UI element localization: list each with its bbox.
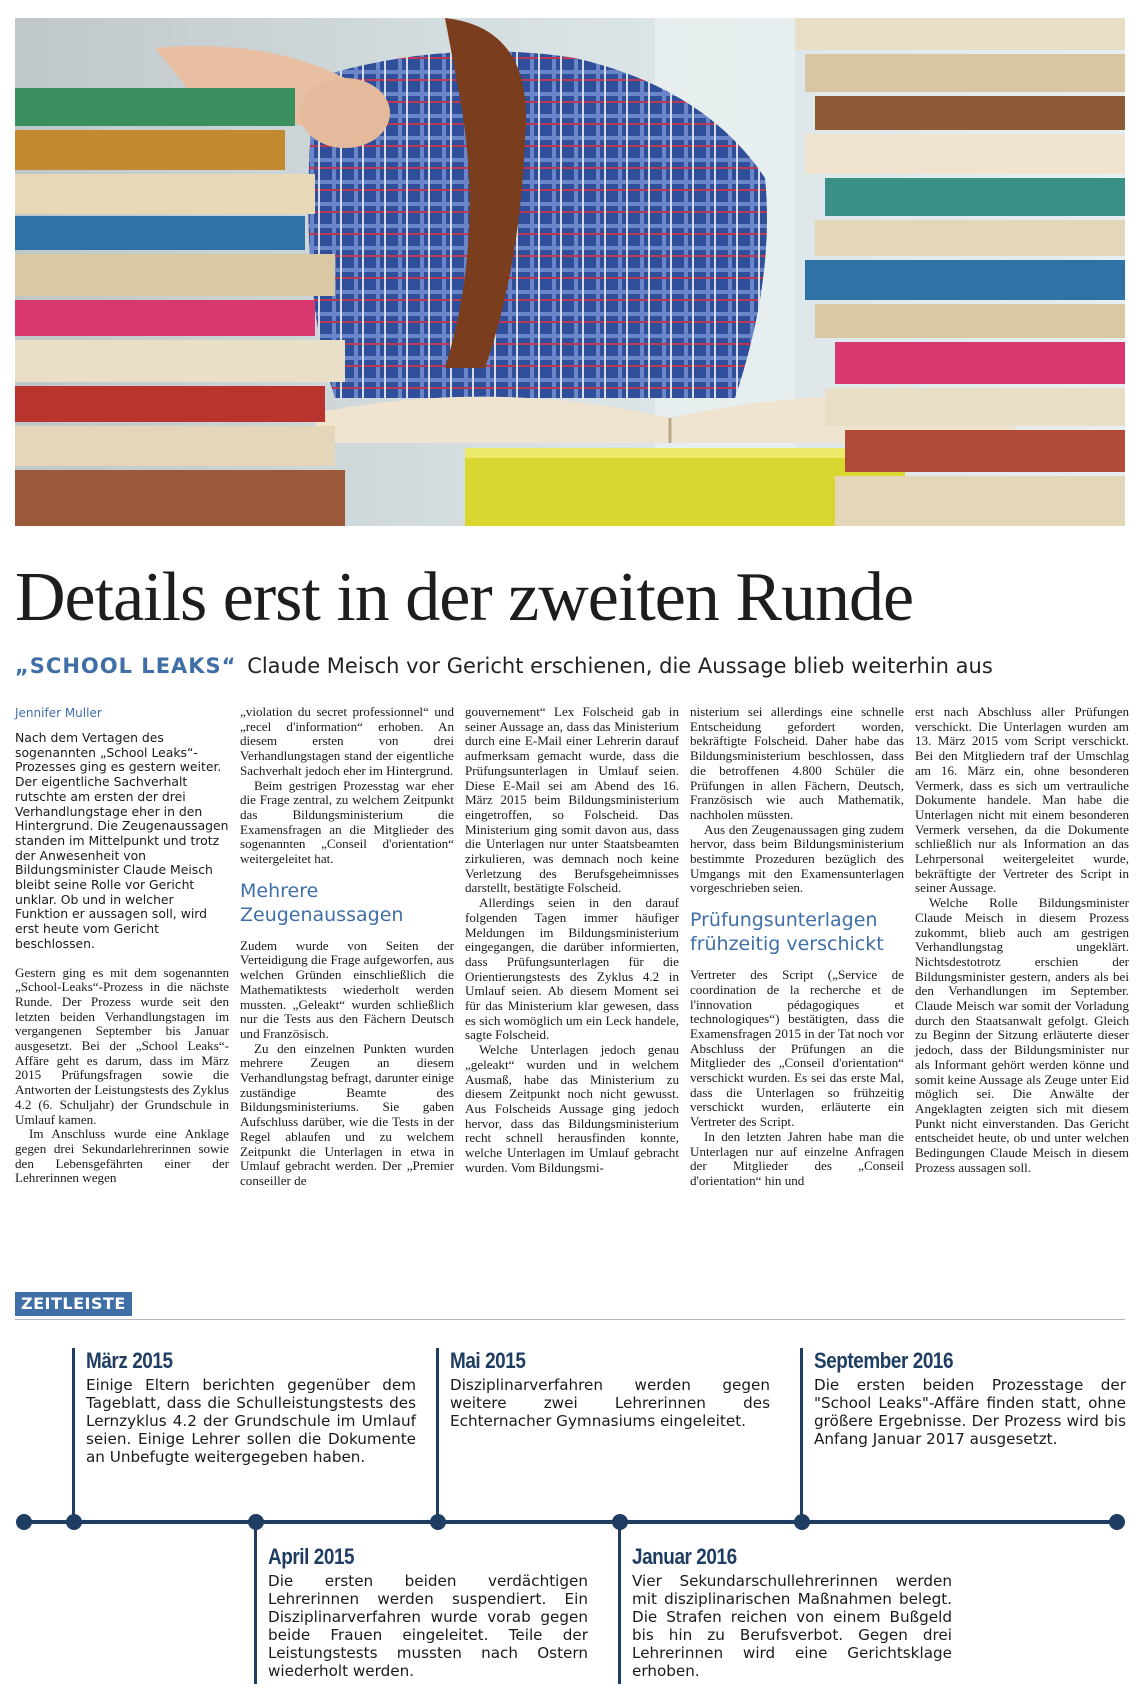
article-subhead: Prüfungsunterlagen frühzeitig verschickt <box>690 909 884 956</box>
body-paragraph: Im Anschluss wurde eine Anklage gegen drei Sekundarlehrerinnen sowie den Lebensgefährten einer der Lehrerinnen wegen <box>15 1126 229 1186</box>
body-paragraph: Aus den Zeugenaussagen ging zudem hervor, dass beim Bildungsministerium bestimmte Prozeduren bezüglich des Umgangs mit den Examensunterlagen vorgeschrieben seien. <box>690 821 904 896</box>
timeline-connector <box>72 1348 75 1520</box>
timeline-event-date: März 2015 <box>86 1348 173 1373</box>
article-column-5 <box>915 705 1129 1176</box>
body-paragraph: Welche Unterlagen jedoch genau „geleakt“ wurden und in welchem Ausmaß, habe das Ministerium zu diesem Zeitpunkt noch nicht gewusst. Aus Folscheids Aussage ging jedoch hervor, dass das Bildungsministerium recht schnell herausfinden konnte, welche Unterlagen im Umlauf gebracht wurden. Vom Bildungsmi- <box>465 1042 679 1175</box>
article-photo-student-with-books <box>15 18 1125 526</box>
body-paragraph: Welche Rolle Bildungsminister Claude Meisch in diesem Prozess zukommt, blieb auch am gestrigen Verhandlungstag ungeklärt. Nichtsdestotrotz erschien der Bildungsminister gestern, anders als bei den Verhandlungen im September. Claude Meisch war somit der Vorladung durch den Staatsanwalt gefolgt. Gleich zu Beginn der Sitzung erläuterte dieser jedoch, dass der Bildungsminister nur als Informant gehört werden könne und somit keine Aussage als Zeuge unter Eid möglich sei. Die Anwälte der Angeklagten zeigten sich mit diesem Punkt nicht einverstanden. Das Gericht entscheidet heute, ob und unter welchen Bedingungen Claude Meisch in diesem Prozess aussagen soll. <box>915 895 1129 1175</box>
timeline-connector <box>618 1524 621 1684</box>
article-column-3 <box>465 705 679 1176</box>
body-paragraph: In den letzten Jahren habe man die Unterlagen nur auf einzelne Anfragen der Mitglieder des „Conseil d'orientation“ hin und <box>690 1128 904 1188</box>
article-column-2 <box>240 705 454 1189</box>
timeline-event-text: Vier Sekundarschullehrerinnen werden mit disziplinarischen Maßnahmen belegt. Die Strafen reichen von einem Bußgeld bis hin zu Berufsverbot. Gegen drei Lehrerinnen wird eine Gerichtsklage erhoben. <box>632 1572 952 1680</box>
article-column-1 <box>15 705 229 1186</box>
article-kicker: „SCHOOL LEAKS“ <box>15 654 237 678</box>
timeline-divider <box>15 1319 1125 1320</box>
timeline-event <box>814 1348 1126 1448</box>
timeline-event-text: Disziplinarverfahren werden gegen weitere zwei Lehrerinnen des Echternacher Gymnasiums eingeleitet. <box>450 1376 770 1430</box>
timeline-marker <box>794 1514 810 1530</box>
timeline-event <box>86 1348 416 1466</box>
timeline-event-date: Januar 2016 <box>632 1544 737 1569</box>
body-paragraph: „violation du secret professionnel“ und „recel d'information“ erhoben. An diesem ersten von drei Verhandlungstagen stand der eigentliche Sachverhalt jedoch eher im Hintergrund. <box>240 704 454 778</box>
timeline-event-text: Einige Eltern berichten gegenüber dem Tageblatt, dass die Schulleistungstests des Lernzyklus 4.2 der Grundschule im Umlauf seien. Einige Lehrer sollen die Dokumente an Unbefugte weitergegeben haben. <box>86 1376 416 1466</box>
timeline-event <box>632 1544 952 1680</box>
article-subheadline <box>15 652 1125 680</box>
article-column-4 <box>690 705 904 1189</box>
timeline-marker <box>430 1514 446 1530</box>
body-paragraph: Allerdings seien in den darauf folgenden Tagen immer häufiger Meldungen im Bildungsministerium eingegangen, die darüber informierten, dass Prüfungsunterlagen für die Orientierungstests des Zyklus 4.2 in Umlauf seien. Ab diesem Moment sei für das Ministerium klar gewesen, dass es sich womöglich um ein Leck handele, sagte Folscheid. <box>465 895 679 1043</box>
body-paragraph: Gestern ging es mit dem sogenannten „School-Leaks“-Prozess in die nächste Runde. Der Prozess wurde seit den letzten beiden Verhandlungstagen im vergangenen September bis Januar ausgesetzt. Bei der „School Leaks“-Affäre geht es darum, dass im März 2015 Prüfungsfragen sowie die Antworten der Leistungstests des Zyklus 4.2 (6. Schuljahr) der Grundschule in Umlauf kamen. <box>15 964 229 1127</box>
body-paragraph: gouvernement“ Lex Folscheid gab in seiner Aussage an, dass das Ministerium durch eine E-Mail einer Lehrerin darauf aufmerksam gemacht wurde, dass die Prüfungsunterlagen in Umlauf seien. Diese E-Mail sei am Abend des 16. März 2015 beim Bildungsministerium eingetroffen, so Folscheid. Das Ministerium ging somit davon aus, dass die Unterlagen nur unter Staatsbeamten zirkulieren, was demnach noch keine Verletzung des Berufsgeheimnisses darstellt, bestätigte Folscheid. <box>465 704 679 896</box>
timeline-connector <box>436 1348 439 1520</box>
timeline-event-date: September 2016 <box>814 1348 954 1373</box>
timeline-connector <box>800 1348 803 1520</box>
timeline-event-date: Mai 2015 <box>450 1348 526 1373</box>
article-subhead: Mehrere Zeugenaussagen <box>240 879 404 926</box>
body-paragraph: nisterium sei allerdings eine schnelle Entscheidung gefordert worden, bekräftigte Folscheid. Daher habe das Bildungsministerium beschlossen, dass die betroffenen 4.800 Schüler die Prüfungen in allen Fächern, Deutsch, Französisch wie auch Mathematik, nachholen müssten. <box>690 704 904 822</box>
timeline-event-text: Die ersten beiden verdächtigen Lehrerinnen werden suspendiert. Ein Disziplinarverfahren wurde vorab gegen beide Frauen eingeleitet. Teile der Leistungstests mussten nach Ostern wiederholt werden. <box>268 1572 588 1680</box>
timeline-marker <box>66 1514 82 1530</box>
timeline-axis <box>22 1520 1118 1524</box>
timeline-connector <box>254 1524 257 1684</box>
body-paragraph: erst nach Abschluss aller Prüfungen verschickt. Die Unterlagen wurden am 13. März 2015 vom Script verschickt. Bei den Mitgliedern traf der Umschlag am 16. März ein, ohne besonderen Vermerk, dass es sich um vertrauliche Dokumente handele. Man habe die Unterlagen nicht mit einem besonderen Vermerk versehen, da die Dokumente schließlich nur als Information an das Lehrpersonal weitergeleitet wurde, bekräftigte der Vertreter des Script in seiner Aussage. <box>915 704 1129 896</box>
article-lead: Nach dem Vertagen des sogenannten „School Leaks“-Prozesses ging es gestern weiter. Der eigentliche Sachverhalt rutschte am ersten der drei Verhandlungstage eher in den Hintergrund. Die Zeugenaussagen standen im Mittelpunkt und trotz der Anwesenheit von Bildungsminister Claude Meisch bleibt seine Rolle vor Gericht unklar. Ob und in welcher Funktion er aussagen soll, wird erst heute vom Gericht beschlossen. <box>15 730 229 951</box>
article-headline: Details erst in der zweiten Runde <box>15 559 914 636</box>
timeline-axis-end-dot <box>1109 1514 1125 1530</box>
timeline-event-text: Die ersten beiden Prozesstage der "School Leaks"-Affäre finden statt, ohne größere Ergebnisse. Der Prozess wird bis Anfang Januar 2017 ausgesetzt. <box>814 1376 1126 1448</box>
timeline-label: ZEITLEISTE <box>15 1292 132 1316</box>
timeline-axis-start-dot <box>16 1514 32 1530</box>
body-paragraph: Zu den einzelnen Punkten wurden mehrere Zeugen an diesem Verhandlungstag befragt, darunter einige zuständige Beamte des Bildungsministeriums. Sie gaben Aufschluss darüber, wie die Tests in der Regel ablaufen und zu welchem Zeitpunkt die Unterlagen in etwa in Umlauf gebracht werden. Der „Premier conseiller de <box>240 1040 454 1188</box>
timeline-event-date: April 2015 <box>268 1544 355 1569</box>
body-paragraph: Zudem wurde von Seiten der Verteidigung die Frage aufgeworfen, aus welchen Gründen einschließlich die Mathematiktests wiederholt werden mussten. „Geleakt“ wurden schließlich nur die Tests aus den Fächern Deutsch und Französisch. <box>240 937 454 1041</box>
author-byline: Jennifer Muller <box>15 706 102 720</box>
article-subheadline-text: Claude Meisch vor Gericht erschienen, die Aussage blieb weiterhin aus <box>247 654 993 678</box>
body-paragraph: Beim gestrigen Prozesstag war eher die Frage zentral, zu welchem Zeitpunkt das Bildungsministerium die Examensfragen an die Mitglieder des sogenannten „Conseil d'orientation“ weitergeleitet hat. <box>240 777 454 867</box>
timeline-event <box>450 1348 770 1430</box>
timeline-marker <box>612 1514 628 1530</box>
body-paragraph: Vertreter des Script („Service de coordination de la recherche et de l'innovation pédagogiques et technologiques“) bestätigten, dass die Examensfragen 2015 in der Tat noch vor Abschluss der Prüfungen an die Mitglieder des „Conseil d'orientation“ verschickt wurden. Es sei das erste Mal, dass die Unterlagen so frühzeitig verschickt wurden, erläuterte ein Vertreter des Script. <box>690 967 904 1130</box>
timeline-event <box>268 1544 588 1680</box>
timeline-marker <box>248 1514 264 1530</box>
